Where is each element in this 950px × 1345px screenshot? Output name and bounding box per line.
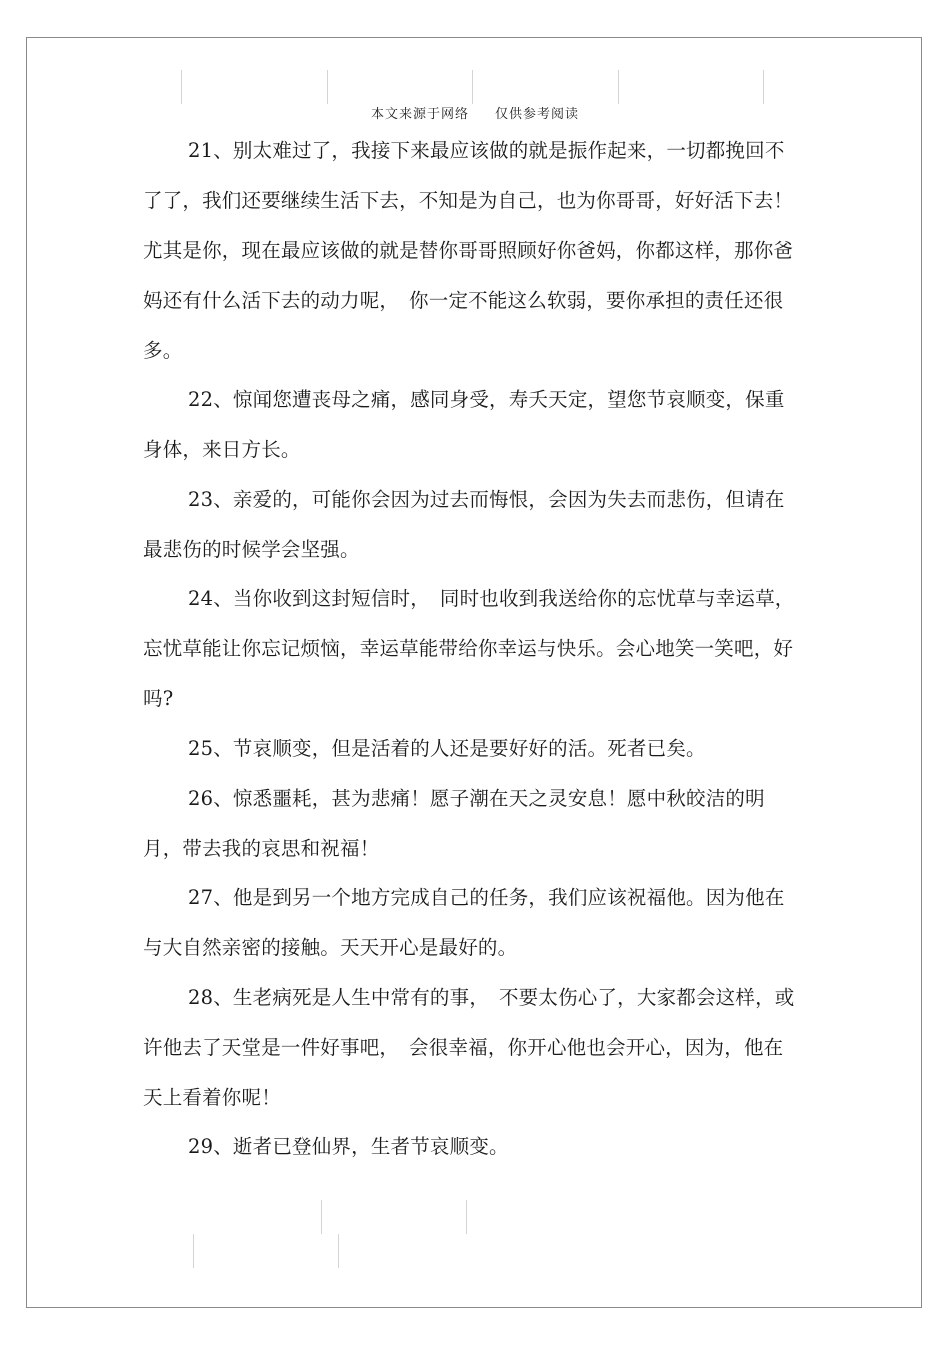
paragraph-26: 26、惊悉噩耗，甚为悲痛！愿子潮在天之灵安息！愿中秋皎洁的明月，带去我的哀思和祝福！ — [143, 787, 765, 860]
bottom-tick-2 — [466, 1200, 467, 1234]
paragraph-27: 27、他是到另一个地方完成自己的任务，我们应该祝福他。因为他在与大自然亲密的接触。天天开心是最好的。 — [143, 886, 785, 959]
paragraph-25: 25、节哀顺变，但是活着的人还是要好好的活。死者已矣。 — [188, 737, 706, 760]
reference-note: 仅供参考阅读 — [495, 107, 580, 122]
bottom-tick-4 — [338, 1234, 339, 1268]
paragraph-22: 22、惊闻您遭丧母之痛，感同身受，寿夭天定，望您节哀顺变，保重身体，来日方长。 — [143, 388, 785, 461]
paragraph-21: 21、别太难过了，我接下来最应该做的就是振作起来，一切都挽回不了了，我们还要继续生活下去，不知是为自己，也为你哥哥，好好活下去！尤其是你，现在最应该做的就是替你哥哥照顾好你爸妈，你都这样，那你爸妈还有什么活下去的动力呢， 你一定不能这么软弱，要你承担的责任还很多。 — [143, 139, 794, 362]
paragraph-29: 29、逝者已登仙界，生者节哀顺变。 — [188, 1135, 509, 1158]
bottom-tick-1 — [321, 1200, 322, 1234]
top-tick-3 — [472, 70, 473, 104]
paragraph-24: 24、当你收到这封短信时， 同时也收到我送给你的忘忧草与幸运草，忘忧草能让你忘记烦恼，幸运草能带给你幸运与快乐。会心地笑一笑吧，好吗? — [143, 587, 795, 710]
header-note — [0, 103, 950, 122]
top-tick-1 — [181, 70, 182, 104]
bottom-tick-3 — [193, 1234, 194, 1268]
top-tick-4 — [618, 70, 619, 104]
paragraph-28: 28、生老病死是人生中常有的事， 不要太伤心了，大家都会这样，或许他去了天堂是一件好事吧， 会很幸福，你开心他也会开心，因为，他在天上看着你呢！ — [143, 986, 795, 1109]
top-tick-2 — [327, 70, 328, 104]
paragraph-23: 23、亲爱的，可能你会因为过去而悔恨，会因为失去而悲伤，但请在最悲伤的时候学会坚强。 — [143, 488, 785, 561]
source-note: 本文来源于网络 — [370, 107, 469, 122]
top-tick-5 — [763, 70, 764, 104]
